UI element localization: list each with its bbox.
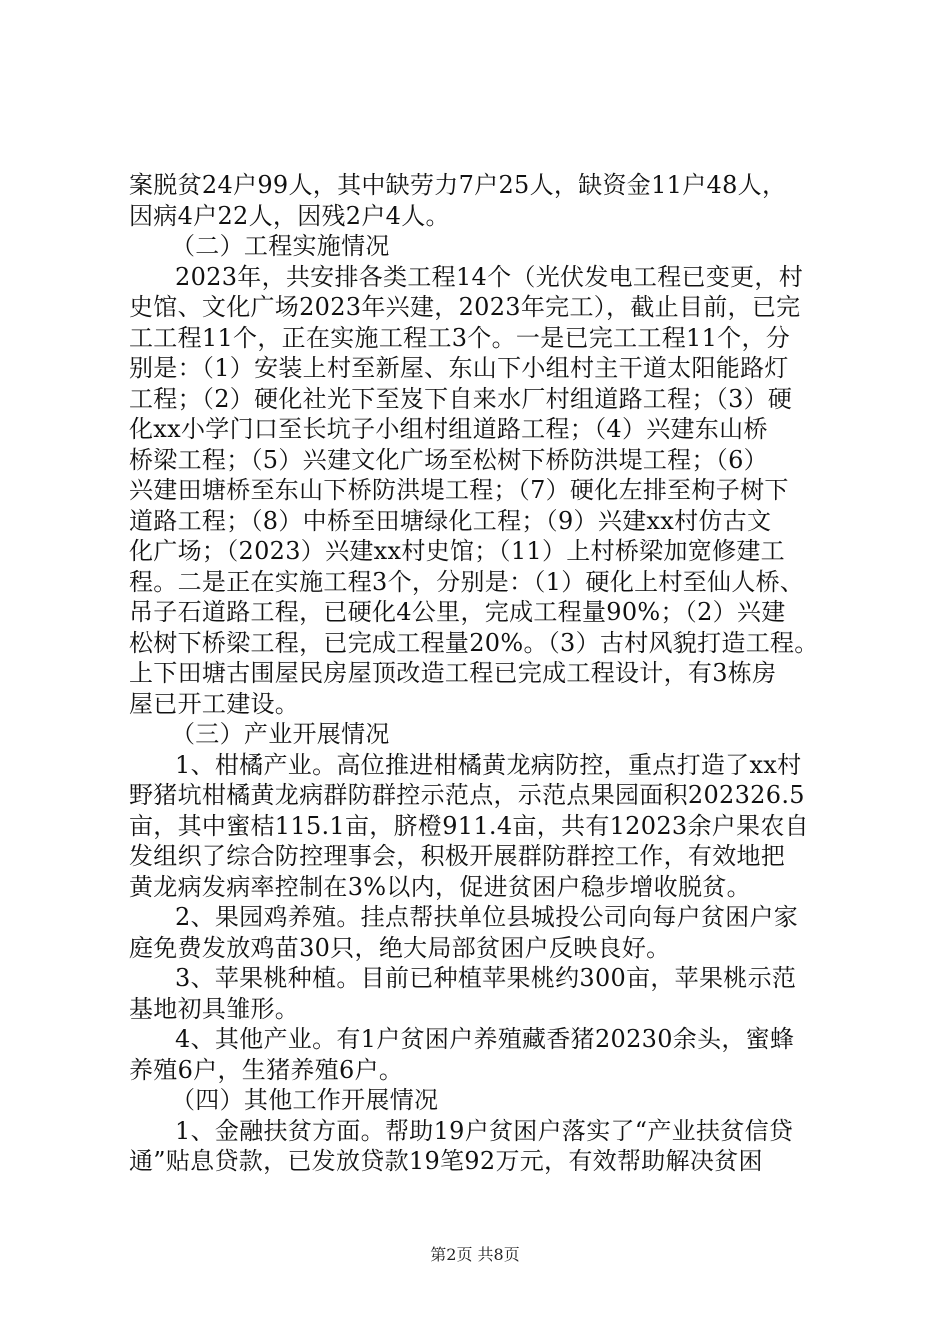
text-line: 上下田塘古围屋民房屋顶改造工程已完成工程设计，有3栋房 — [129, 659, 777, 687]
text-line: 野猪坑柑橘黄龙病群防群控示范点，示范点果园面积202326.5 — [129, 781, 805, 809]
text-line: 别是：（1）安装上村至新屋、东山下小组村主干道太阳能路灯 — [129, 354, 789, 382]
text-line: 亩，其中蜜桔115.1亩，脐橙911.4亩，共有12023余户果农自 — [129, 811, 809, 840]
page-footer: 第2页 共8页 — [430, 1245, 520, 1264]
text-line: 通”贴息贷款，已发放贷款19笔92万元，有效帮助解决贫困 — [129, 1147, 763, 1175]
text-line: 屋已开工建设。 — [129, 689, 300, 718]
text-line: 1、柑橘产业。高位推进柑橘黄龙病防控，重点打造了xx村 — [175, 750, 802, 779]
text-line: 程。二是正在实施工程3个，分别是：（1）硬化上村至仙人桥、 — [129, 567, 805, 596]
text-line: 化xx小学门口至长坑子小组村组道路工程；（4）兴建东山桥 — [129, 415, 768, 443]
text-line: 4、其他产业。有1户贫困户养殖藏香猪20230余头，蜜蜂 — [175, 1025, 795, 1053]
document-body — [129, 170, 829, 1177]
text-line: 工程；（2）硬化社光下至岌下自来水厂村组道路工程；（3）硬 — [129, 384, 793, 413]
text-line: 化广场；（2023）兴建xx村史馆；（11）上村桥梁加宽修建工 — [129, 537, 785, 565]
section-heading: （二）工程实施情况 — [171, 232, 390, 260]
text-line: 史馆、文化广场2023年兴建，2023年完工），截止目前，已完 — [129, 293, 801, 321]
text-line: 3、苹果桃种植。目前已种植苹果桃约300亩，苹果桃示范 — [175, 964, 797, 992]
text-line: 道路工程；（8）中桥至田塘绿化工程；（9）兴建xx村仿古文 — [129, 506, 772, 535]
text-line: 桥梁工程；（5）兴建文化广场至松树下桥防洪堤工程；（6） — [129, 445, 768, 474]
text-line: 2023年，共安排各类工程14个（光伏发电工程已变更，村 — [175, 262, 804, 291]
text-line: 1、金融扶贫方面。帮助19户贫困户落实了“产业扶贫信贷 — [175, 1116, 794, 1145]
text-line: 工工程11个，正在实施工程工3个。一是已完工工程11个，分 — [129, 323, 791, 352]
text-line: 养殖6户，生猪养殖6户。 — [129, 1055, 404, 1084]
section-heading: （三）产业开展情况 — [171, 720, 390, 748]
text-line: 因病4户22人，因残2户4人。 — [129, 201, 450, 230]
text-line: 2、果园鸡养殖。挂点帮扶单位县城投公司向每户贫困户家 — [175, 903, 799, 931]
text-line: 基地初具雏形。 — [129, 994, 300, 1023]
text-line: 吊子石道路工程，已硬化4公里，完成工程量90%；（2）兴建 — [129, 598, 786, 626]
text-line: 黄龙病发病率控制在3%以内，促进贫困户稳步增收脱贫。 — [129, 872, 751, 901]
section-heading: （四）其他工作开展情况 — [171, 1086, 439, 1114]
text-line: 发组织了综合防控理事会，积极开展群防群控工作，有效地把 — [129, 842, 786, 870]
text-line: 兴建田塘桥至东山下桥防洪堤工程；（7）硬化左排至枸子树下 — [129, 476, 789, 504]
text-line: 庭免费发放鸡苗30只，绝大局部贫困户反映良好。 — [129, 933, 671, 962]
text-line: 松树下桥梁工程，已完成工程量20%。（3）古村风貌打造工程。 — [129, 628, 819, 657]
text-line: 案脱贫24户99人，其中缺劳力7户25人，缺资金11户48人， — [129, 171, 787, 199]
